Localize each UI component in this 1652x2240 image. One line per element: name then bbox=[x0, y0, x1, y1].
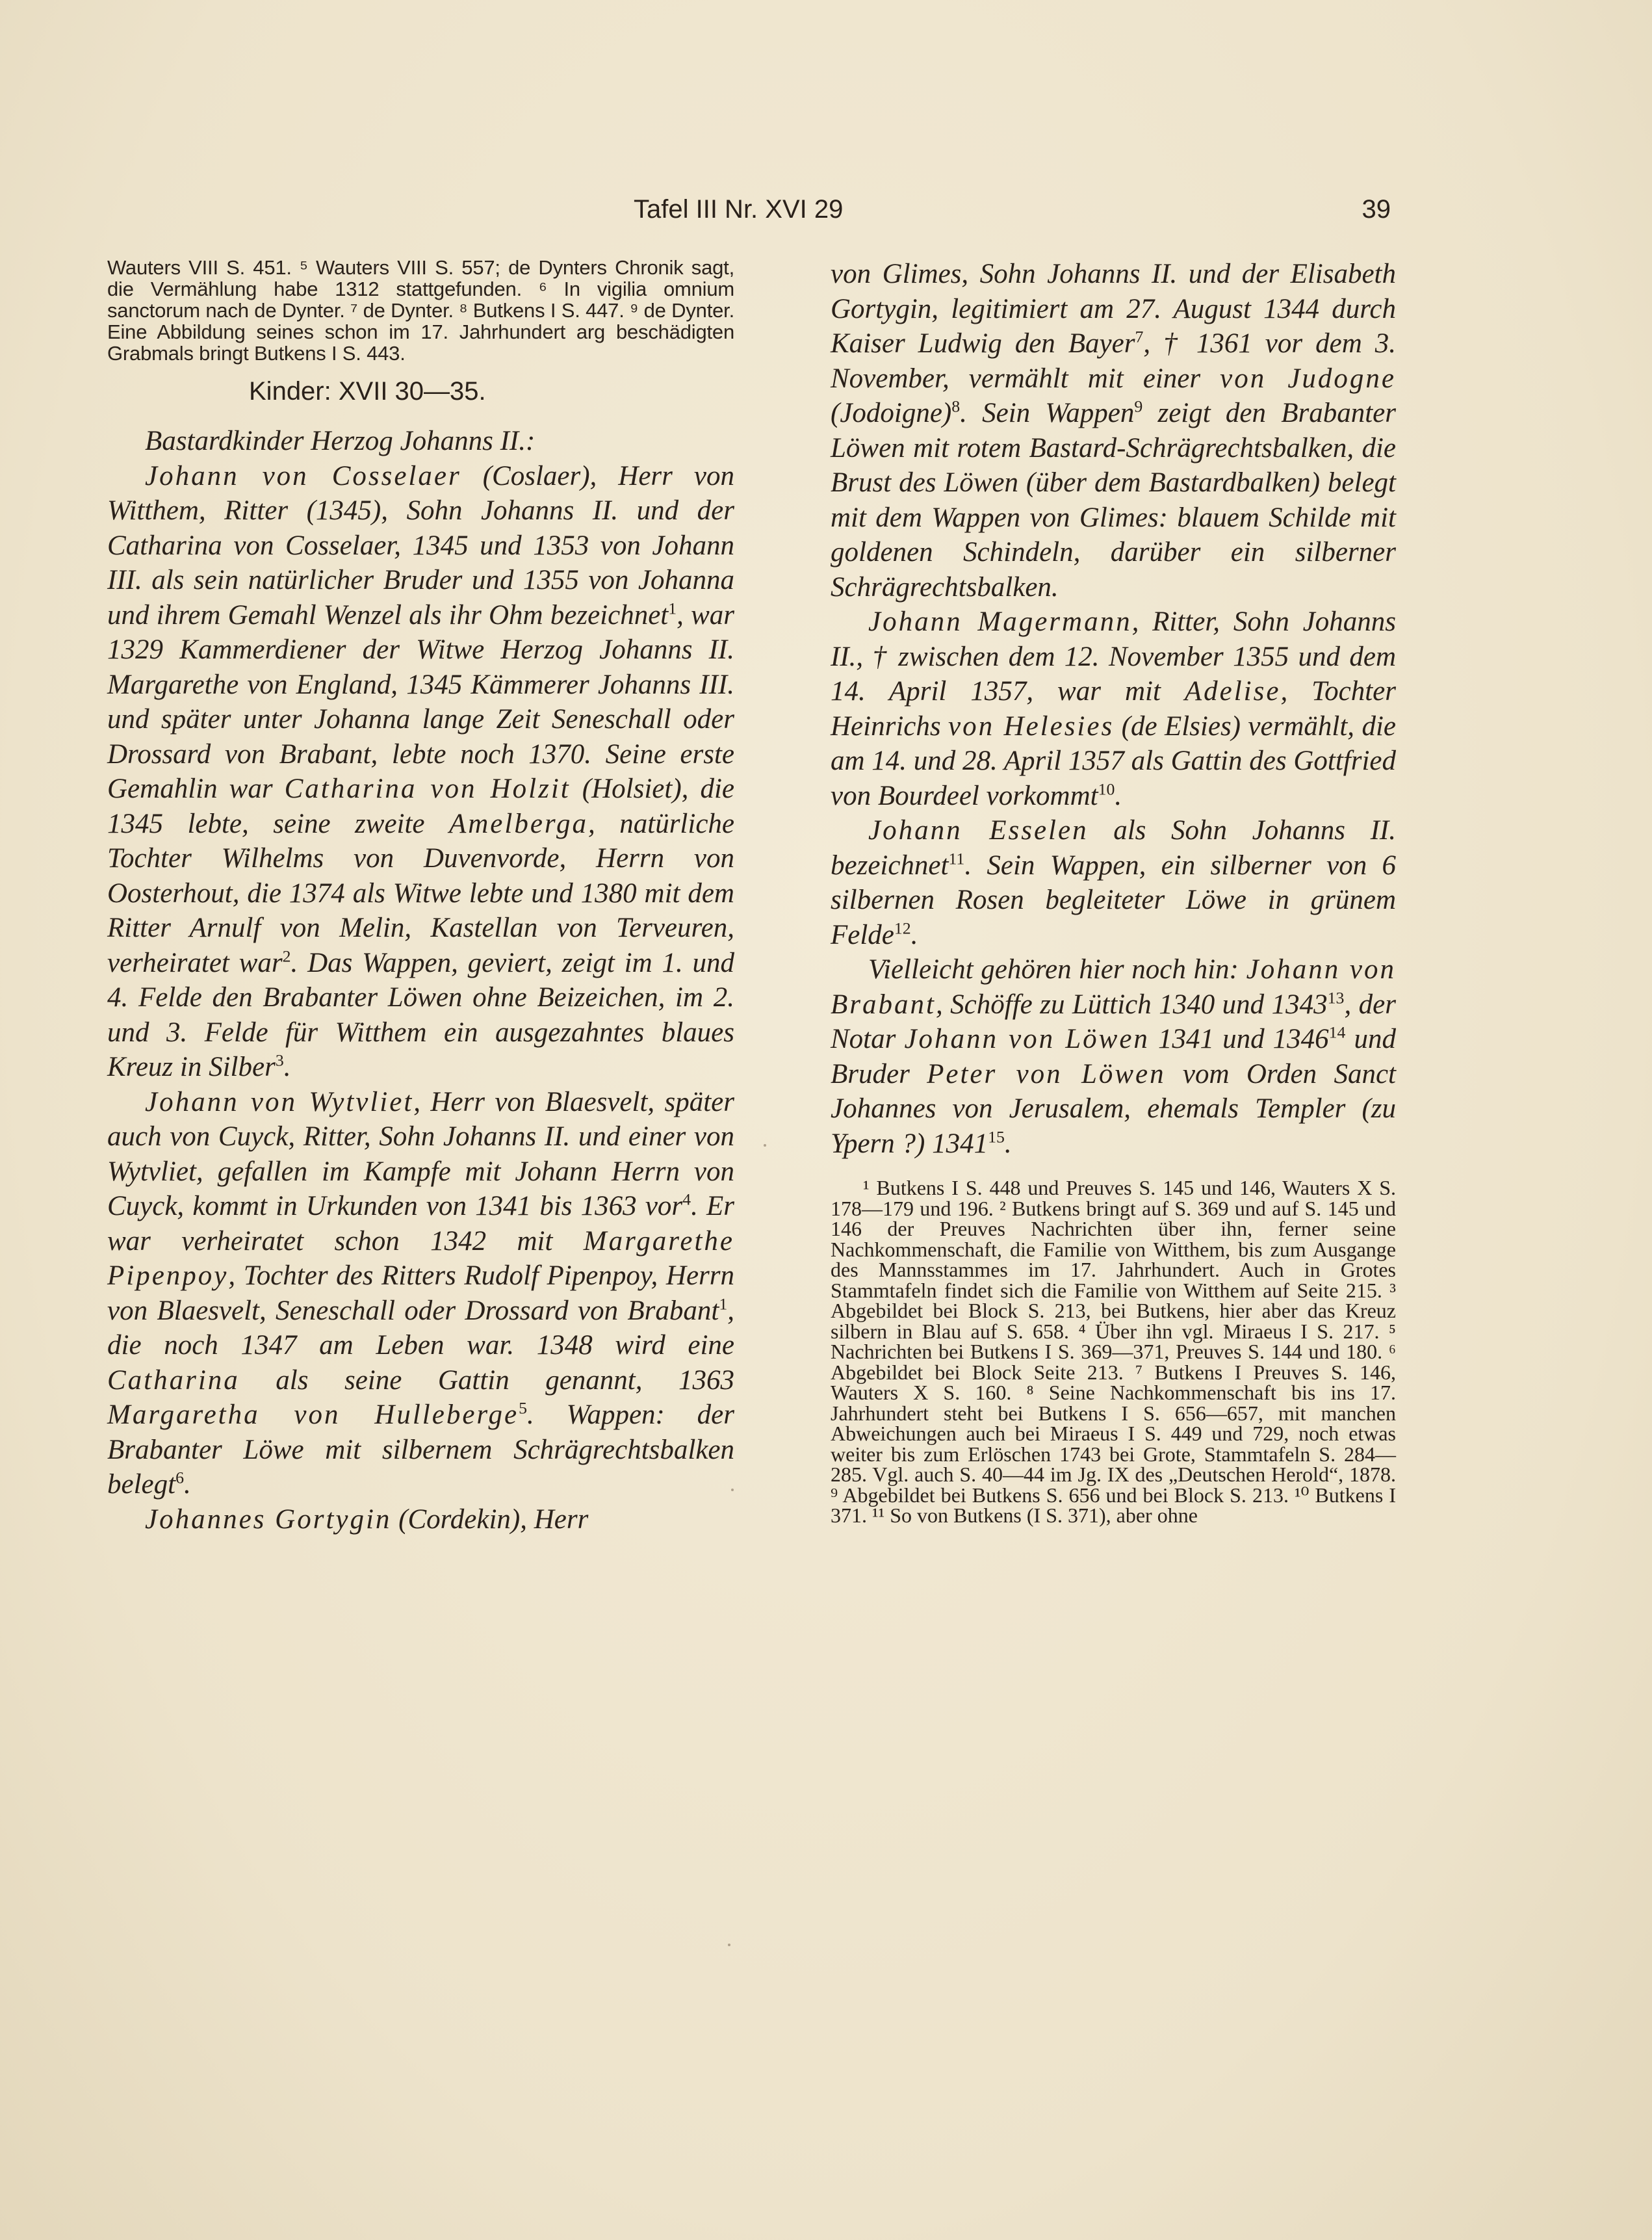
text-run: als seine Gattin genannt, 1363 bbox=[239, 1364, 734, 1396]
text-run: und Bruder bbox=[831, 1024, 1397, 1089]
footnote-ref: 15 bbox=[988, 1127, 1005, 1147]
footnote-ref: 13 bbox=[1327, 988, 1345, 1008]
text-run: . bbox=[283, 1052, 291, 1082]
text-run: . Sein Wappen, ein silberner von 6 silbernen Rosen begleiteter Löwe in grünem Felde bbox=[831, 850, 1396, 950]
text-run: 1341 und 1346 bbox=[1149, 1024, 1329, 1054]
paragraph-johann-magermann bbox=[831, 605, 1396, 813]
person-name: Amelberga bbox=[448, 808, 589, 839]
person-name: von Judogne bbox=[1220, 363, 1397, 394]
text-run: (Cordekin), Herr bbox=[391, 1504, 589, 1535]
footnote-ref: 4 bbox=[682, 1190, 691, 1209]
footnote-ref: 5 bbox=[519, 1398, 528, 1418]
person-name: Johann von Cosselaer bbox=[145, 460, 461, 491]
text-run: als Sohn Johanns II. bezeichnet bbox=[831, 815, 1397, 881]
text-run: , Tochter Heinrichs bbox=[831, 676, 1396, 742]
person-name: Margarethe Pipenpoy bbox=[107, 1225, 734, 1291]
paper-speck bbox=[728, 1944, 730, 1946]
footnote-ref: 14 bbox=[1328, 1022, 1346, 1042]
footnote-ref: 11 bbox=[948, 849, 965, 868]
text-run: zeigt den Brabanter Löwen mit rotem Bastard-Schrägrechtsbalken, die Brust des Löwen (über dem Bastardbalken) belegt mit dem Wappen von Glimes: blauem Schilde mit goldenen Schindeln, darüber ein silberner Schrägrechtsbalken. bbox=[831, 398, 1396, 603]
text-run: , Schöffe zu Lüttich 1340 und 1343 bbox=[935, 989, 1328, 1020]
left-column bbox=[107, 257, 734, 1537]
footnote-ref: 2 bbox=[282, 946, 291, 966]
text-run: (Coslaer), Herr von Witthem, Ritter (1345), Sohn Johanns II. und der Catharina von Cosselaer, 1345 und 1353 von Johann III. als sein natürlicher Bruder und 1355 von Johanna und ihrem Gemahl Wenzel als ihr Ohm bezeichnet bbox=[107, 460, 735, 631]
text-run: . bbox=[910, 919, 918, 950]
footnote-ref: 12 bbox=[894, 918, 911, 938]
children-reference: Kinder: XVII 30—35. bbox=[249, 377, 486, 406]
page-header bbox=[107, 195, 1391, 234]
text-run: , Ritter, Sohn Johanns II., † zwischen dem 12. November 1355 und dem 14. April 1357, war mit bbox=[831, 606, 1396, 707]
right-column bbox=[831, 257, 1396, 1526]
paragraph-johannes-gortygin bbox=[107, 1502, 734, 1537]
person-name: Catharina bbox=[107, 1364, 240, 1396]
text-run: . bbox=[1115, 780, 1122, 811]
text-run: (Holsiet), die 1345 lebte, seine zweite bbox=[107, 774, 734, 839]
text-run: , war 1329 Kammerdiener der Witwe Herzog Johanns II. Margarethe von England, 1345 Kämmerer Johanns III. und später unter Johanna lange Zeit Seneschall oder Drossard von Brabant, lebte noch 1370. Seine erste Gemahlin war bbox=[107, 599, 734, 804]
paragraph-further-candidates bbox=[831, 952, 1396, 1161]
text-run: Vielleicht gehören hier noch hin: bbox=[868, 954, 1246, 985]
text-run: , Tochter des Ritters Rudolf Pipenpoy, Herrn von Blaesvelt, Seneschall oder Drossard von Brabant bbox=[107, 1260, 734, 1326]
footnote-ref: 1 bbox=[719, 1294, 728, 1314]
text-run: (de Elsies) vermählt, die am 14. und 28. April 1357 als Gattin des Gottfried von Bourdeel vorkommt bbox=[831, 710, 1396, 811]
running-title: Tafel III Nr. XVI 29 bbox=[634, 195, 844, 224]
person-name: Peter von Löwen bbox=[927, 1058, 1166, 1089]
person-name: Johann Esselen bbox=[868, 815, 1089, 846]
text-run: . Er war verheiratet schon 1342 mit bbox=[107, 1191, 734, 1257]
footnote-ref: 6 bbox=[175, 1468, 184, 1487]
person-name: Johann von Wytvliet bbox=[145, 1086, 414, 1117]
person-name: Johannes Gortygin bbox=[145, 1504, 392, 1535]
page-number: 39 bbox=[1362, 195, 1391, 224]
person-name: Johann von Brabant bbox=[831, 954, 1397, 1020]
person-name: Johann Magermann bbox=[868, 606, 1132, 637]
footnote-ref: 8 bbox=[951, 397, 961, 416]
person-name: Johann von Löwen bbox=[904, 1024, 1150, 1054]
text-run: . Sein Wappen bbox=[960, 398, 1135, 428]
person-name: Catharina von Holzit bbox=[284, 774, 571, 804]
text-run: . Das Wappen, geviert, zeigt im 1. und 4. Felde den Brabanter Löwen ohne Beizeichen, im 2. und 3. Felde für Witthem ein ausgezahntes blaues Kreuz in Silber bbox=[107, 947, 735, 1082]
text-run: von Glimes, Sohn Johanns II. und der Elisabeth Gortygin, legitimiert am 27. August 1344 durch Kaiser Ludwig den Bayer bbox=[831, 259, 1396, 359]
text-run: . Wappen: der Brabanter Löwe mit silbernem Schrägrechtsbalken belegt bbox=[107, 1400, 734, 1500]
footnote-ref: 3 bbox=[275, 1050, 284, 1070]
person-name: Margaretha von Hulleberge bbox=[107, 1400, 519, 1430]
text-run: . bbox=[183, 1469, 191, 1500]
footnote-ref: 7 bbox=[1135, 327, 1144, 346]
footnote-ref: 9 bbox=[1134, 397, 1143, 416]
text-run: vom Orden Sanct Johannes von Jerusalem, ehemals Templer (zu Ypern ?) 1341 bbox=[831, 1058, 1396, 1159]
person-name: von Helesies bbox=[948, 710, 1115, 742]
footnote-ref: 10 bbox=[1098, 779, 1115, 799]
footnote-ref: 1 bbox=[668, 599, 677, 618]
paper-speck bbox=[764, 1144, 766, 1147]
paragraph-johann-wytvliet bbox=[107, 1085, 734, 1502]
footnotes-block: ¹ Butkens I S. 448 und Preuves S. 145 und 146, Wauters X S. 178—179 und 196. ² Butkens bringt auf S. 369 und auf S. 145 und 146 der Preuves Nachrichten über ihn, ferner seine Nachkommenschaft, die Familie von Witthem, bis zum Ausgange des Mannsstammes im 17. Jahrhundert. Auch in Grotes Stammtafeln findet sich die Familie von Witthem auf Seite 215. ³ Abgebildet bei Block S. 213, bei Butkens, hier aber das Kreuz silbern in Blau auf S. 658. ⁴ Über ihn vgl. Miraeus I S. 217. ⁵ Nachrichten bei Butkens I S. 369—371, Preuves S. 144 und 180. ⁶ Abgebildet bei Block Seite 213. ⁷ Butkens I Preuves S. 146, Wauters X S. 160. ⁸ Seine Nachkommenschaft bis ins 17. Jahrhundert steht bei Butkens I S. 656—657, mit manchen Abweichungen auch bei Miraeus I S. 449 und 729, noch etwas weiter bis zum Erlöschen 1743 bei Grote, Stammtafeln S. 284—285. Vgl. auch S. 40—44 im Jg. IX des „Deutschen Herold“, 1878. ⁹ Abgebildet bei Butkens S. 656 und bei Block S. 213. ¹⁰ Butkens I 371. ¹¹ So von Butkens (I S. 371), aber ohne bbox=[831, 1176, 1396, 1527]
paragraph-gortygin-continued bbox=[831, 257, 1396, 605]
paragraph-johann-cosselaer bbox=[107, 459, 734, 1085]
text-run: , der Notar bbox=[831, 989, 1396, 1054]
footnote-continuation: Wauters VIII S. 451. ⁵ Wauters VIII S. 557; de Dynters Chronik sagt, die Vermählung habe 1312 stattgefunden. ⁶ In vigilia omnium sanctorum nach de Dynter. ⁷ de Dynter. ⁸ Butkens I S. 447. ⁹ de Dynter. Eine Abbildung seines schon im 17. Jahrhundert arg beschädigten Grabmals bringt Butkens I S. 443. bbox=[107, 256, 734, 365]
text-run: , natürliche Tochter Wilhelms von Duvenvorde, Herrn von Oosterhout, die 1374 als Witwe lebte und 1380 mit dem Ritter Arnulf von Melin, Kastellan von Terveuren, verheiratet war bbox=[107, 808, 734, 978]
text-run: , † 1361 vor dem 3. November, vermählt mit einer bbox=[831, 328, 1396, 394]
text-run: (Jodoigne) bbox=[831, 398, 952, 428]
text-run: . bbox=[1004, 1128, 1012, 1159]
text-run: , die noch 1347 am Leben war. 1348 wird eine bbox=[107, 1295, 734, 1361]
paper-speck bbox=[731, 1489, 734, 1491]
text-run: , Herr von Blaesvelt, später auch von Cuyck, Ritter, Sohn Johanns II. und einer von Wytvliet, gefallen im Kampfe mit Johann Herrn von Cuyck, kommt in Urkunden von 1341 bis 1363 vor bbox=[107, 1086, 734, 1221]
section-heading-bastards: Bastardkinder Herzog Johanns II.: bbox=[145, 426, 536, 456]
paragraph-johann-esselen bbox=[831, 813, 1396, 952]
person-name: Adelise bbox=[1184, 676, 1281, 707]
